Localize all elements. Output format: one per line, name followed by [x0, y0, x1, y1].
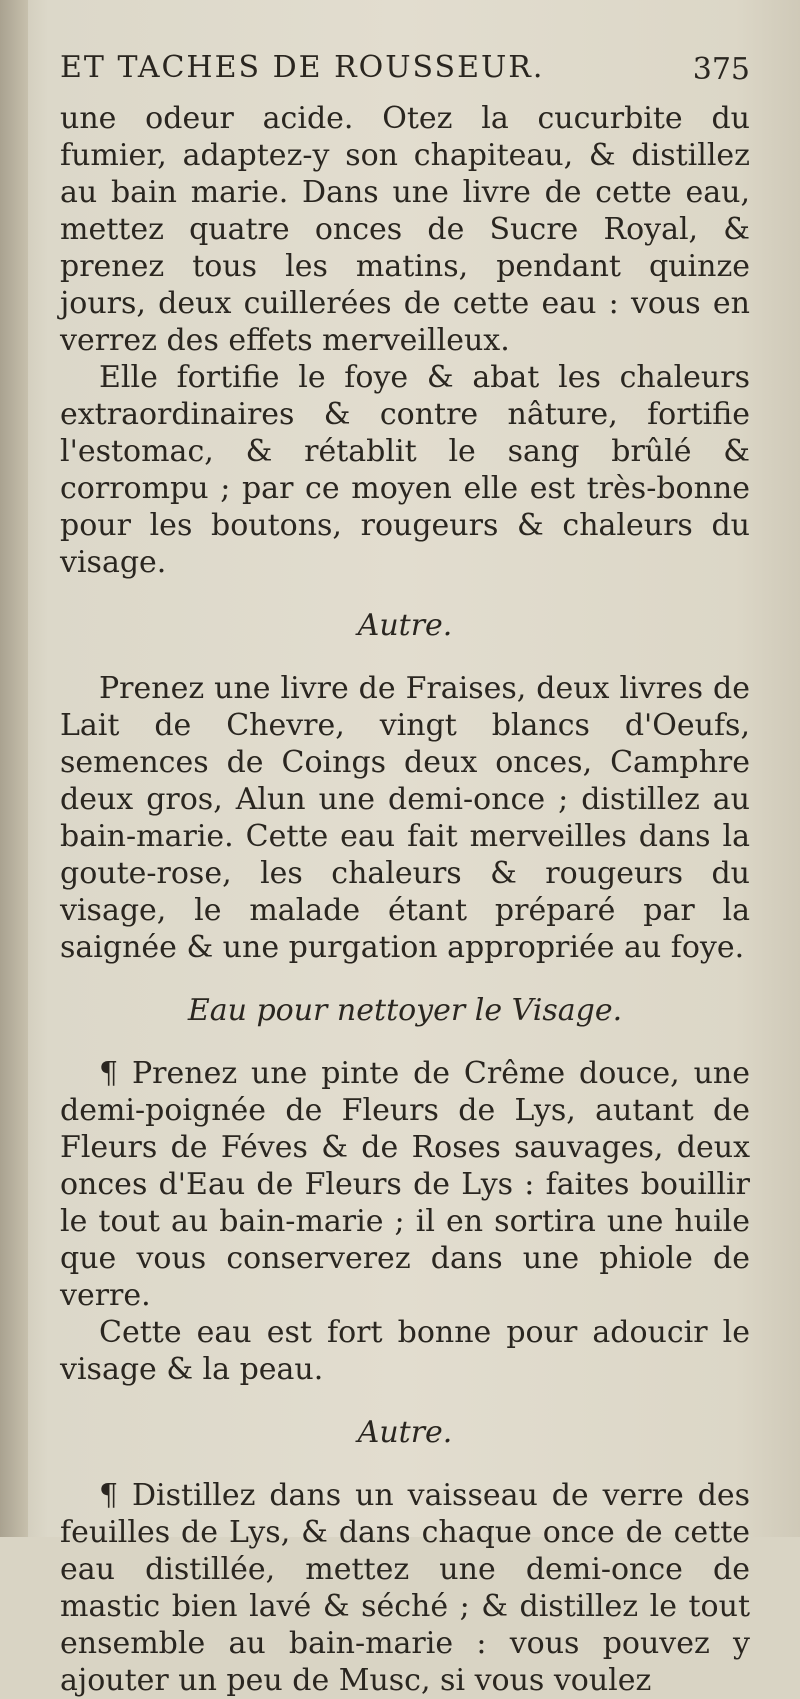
paragraph-4: ¶ Prenez une pinte de Crême douce, une demi-poignée de Fleurs de Lys, autant de Fleurs de Féves & de Roses sauvages, deux onces d'Eau de Fleurs de Lys : faites bouillir le tout au bain-marie ; il en sortira une huile que vous conserverez dans une phiole de verre. [60, 1056, 750, 1313]
section-heading-autre-1: Autre. [357, 608, 453, 643]
section-heading-eau-pour-nettoyer: Eau pour nettoyer le Visage. [187, 993, 623, 1028]
running-head: ET TACHES DE ROUSSEUR. [60, 50, 545, 85]
page-body [60, 100, 750, 1699]
paragraph-6: ¶ Distillez dans un vaisseau de verre des feuilles de Lys, & dans chaque once de cette eau distillée, mettez une demi-once de mastic bien lavé & séché ; & distillez le tout ensemble au bain-marie : vous pouvez y ajouter un peu de Musc, si vous voulez [60, 1478, 750, 1698]
section-heading-autre-2: Autre. [357, 1415, 453, 1450]
page-number: 375 [692, 52, 750, 87]
page-gutter [0, 0, 28, 1537]
paragraph-5: Cette eau est fort bonne pour adoucir le visage & la peau. [60, 1315, 750, 1387]
page-header [60, 50, 750, 100]
paragraph-3: Prenez une livre de Fraises, deux livres de Lait de Chevre, vingt blancs d'Oeufs, semences de Coings deux onces, Camphre deux gros, Alun une demi-once ; distillez au bain-marie. Cette eau fait merveilles dans la goute-rose, les chaleurs & rougeurs du visage, le malade étant préparé par la saignée & une purgation appropriée au foye. [60, 671, 750, 965]
paragraph-1: une odeur acide. Otez la cucurbite du fumier, adaptez-y son chapiteau, & distillez au bain marie. Dans une livre de cette eau, mettez quatre onces de Sucre Royal, & prenez tous les matins, pendant quinze jours, deux cuillerées de cette eau : vous en verrez des effets merveilleux. [60, 101, 750, 358]
paragraph-2: Elle fortifie le foye & abat les chaleurs extraordinaires & contre nâture, fortifie l'estomac, & rétablit le sang brûlé & corrompu ; par ce moyen elle est très-bonne pour les boutons, rougeurs & chaleurs du visage. [60, 360, 750, 580]
